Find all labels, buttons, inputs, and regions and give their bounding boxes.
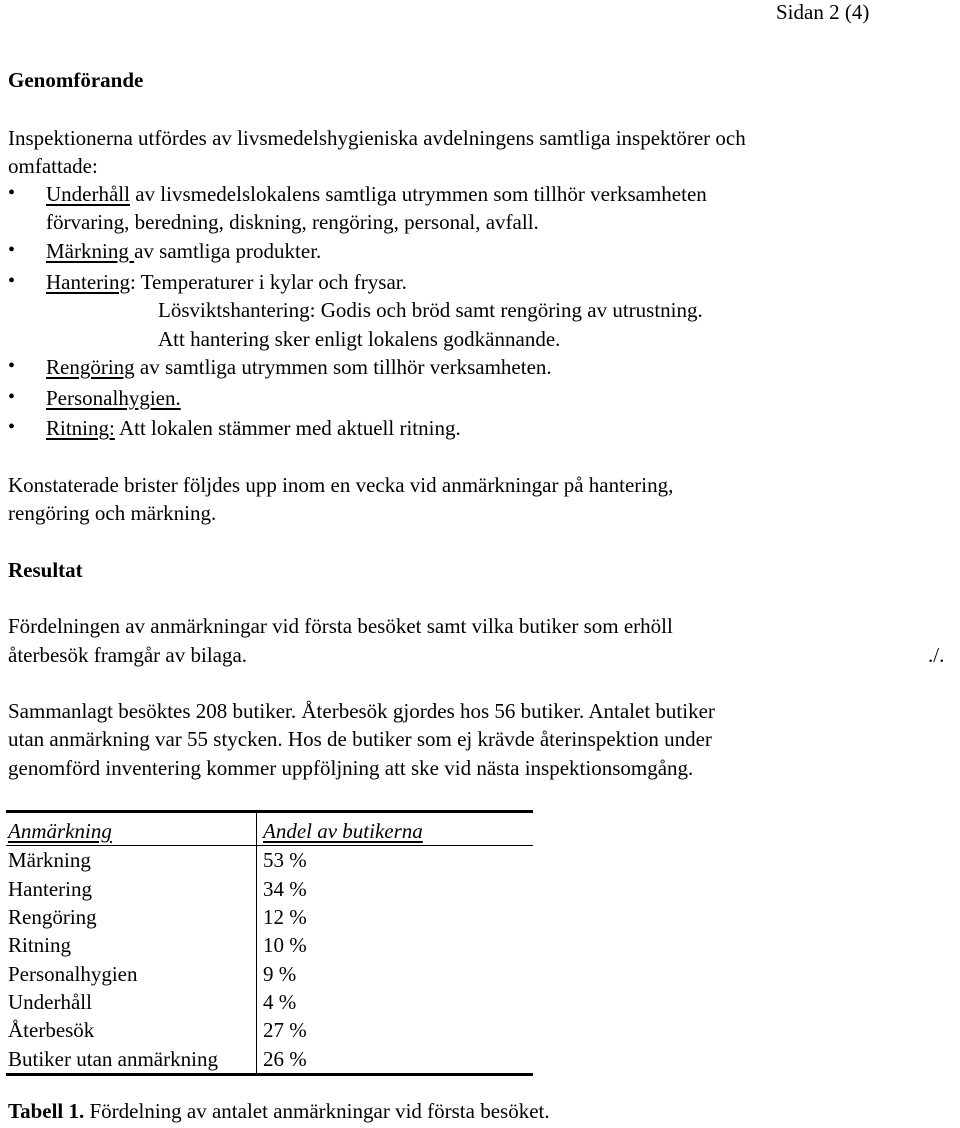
bullet-term: Märkning bbox=[46, 239, 135, 263]
result-p1-line-1: Fördelningen av anmärkningar vid första besöket samt vilka butiker som erhöll bbox=[8, 614, 673, 638]
bullet-icon: • bbox=[8, 239, 16, 261]
table-cell-share: 34 % bbox=[263, 876, 307, 901]
table-header-cell: Andel av butikerna bbox=[257, 812, 534, 846]
bullet-item-markning bbox=[46, 239, 321, 264]
bullet-text: Att lokalen stämmer med aktuell ritning. bbox=[114, 416, 461, 440]
bullet-text: av samtliga produkter. bbox=[134, 239, 322, 263]
bullet-icon: • bbox=[8, 270, 16, 292]
bullet-term: Hantering bbox=[46, 270, 130, 294]
bullet-icon: • bbox=[8, 355, 16, 377]
bullet-item-hantering bbox=[46, 270, 407, 295]
table-cell-remark: Hantering bbox=[6, 875, 257, 903]
table-cell-share: 10 % bbox=[263, 933, 307, 958]
table-cell-share: 27 % bbox=[263, 1018, 307, 1043]
table-row bbox=[6, 931, 533, 959]
bullet-item-underhall-line2: förvaring, beredning, diskning, rengöring, personal, avfall. bbox=[46, 210, 539, 234]
bullet-subline-1: Lösviktshantering: Godis och bröd samt rengöring av utrustning. bbox=[158, 298, 703, 322]
table-cell-remark: Ritning bbox=[6, 931, 257, 959]
table-cell-remark: Återbesök bbox=[6, 1016, 257, 1044]
table-cell-share: 12 % bbox=[263, 905, 307, 930]
bullet-icon: • bbox=[8, 386, 16, 408]
table-cell-remark: Personalhygien bbox=[6, 959, 257, 987]
table-cell-remark: Märkning bbox=[6, 846, 257, 875]
bullet-text: : Temperaturer i kylar och frysar. bbox=[129, 270, 407, 294]
bullet-item-rengoring bbox=[46, 355, 552, 380]
bullet-item-underhall bbox=[46, 182, 707, 207]
table-cell-share: 26 % bbox=[263, 1046, 307, 1071]
remarks-table bbox=[6, 810, 533, 1076]
table-row bbox=[6, 846, 533, 875]
result-p1-line-2: återbesök framgår av bilaga. bbox=[8, 643, 248, 667]
table-header-row bbox=[6, 812, 533, 846]
result-p2-line-2: utan anmärkning var 55 stycken. Hos de butiker som ej krävde återinspektion under bbox=[8, 727, 712, 751]
table-cell-share: 9 % bbox=[263, 961, 297, 986]
page-number: Sidan 2 (4) bbox=[776, 0, 870, 24]
table-cell-remark: Underhåll bbox=[6, 988, 257, 1016]
bullet-term: Rengöring bbox=[46, 355, 135, 379]
followup-line-2: rengöring och märkning. bbox=[8, 501, 217, 525]
followup-line-1: Konstaterade brister följdes upp inom en vecka vid anmärkningar på hantering, bbox=[8, 473, 674, 497]
table-cell-share: 4 % bbox=[263, 989, 297, 1014]
table-cell-remark: Butiker utan anmärkning bbox=[6, 1044, 257, 1074]
bullet-term: Ritning: bbox=[46, 416, 115, 440]
result-p2-line-3: genomförd inventering kommer uppföljning att ske vid nästa inspektionsomgång. bbox=[8, 756, 694, 780]
bullet-item-ritning bbox=[46, 416, 461, 441]
table-row bbox=[6, 1016, 533, 1044]
table-row bbox=[6, 1044, 533, 1074]
bullet-text: av livsmedelslokalens samtliga utrymmen som tillhör verksamheten bbox=[129, 182, 707, 206]
bullet-icon: • bbox=[8, 416, 16, 438]
result-p2-line-1: Sammanlagt besöktes 208 butiker. Återbesök gjordes hos 56 butiker. Antalet butiker bbox=[8, 699, 715, 723]
table-cell-remark: Rengöring bbox=[6, 903, 257, 931]
bullet-item-personalhygien bbox=[46, 386, 181, 411]
section-heading-resultat: Resultat bbox=[8, 558, 83, 582]
table-row bbox=[6, 988, 533, 1016]
bullet-icon: • bbox=[8, 182, 16, 204]
table-header-cell: Anmärkning bbox=[6, 812, 257, 846]
table-caption bbox=[8, 1099, 550, 1124]
bullet-text: av samtliga utrymmen som tillhör verksamheten. bbox=[134, 355, 552, 379]
intro-line-2: omfattade: bbox=[8, 154, 98, 178]
bullet-subline-2: Att hantering sker enligt lokalens godkännande. bbox=[158, 327, 561, 351]
table-row bbox=[6, 959, 533, 987]
section-heading-genomforande: Genomförande bbox=[8, 68, 144, 92]
attachment-mark: ./. bbox=[928, 643, 945, 667]
table-caption-text: Fördelning av antalet anmärkningar vid första besöket. bbox=[84, 1099, 550, 1123]
bullet-term: Underhåll bbox=[46, 182, 130, 206]
table-cell-share: 53 % bbox=[263, 848, 307, 873]
table-caption-label: Tabell 1. bbox=[8, 1099, 85, 1123]
intro-line-1: Inspektionerna utfördes av livsmedelshygieniska avdelningens samtliga inspektörer och bbox=[8, 126, 746, 150]
table-row bbox=[6, 875, 533, 903]
bullet-term: Personalhygien. bbox=[46, 386, 181, 410]
table-row bbox=[6, 903, 533, 931]
